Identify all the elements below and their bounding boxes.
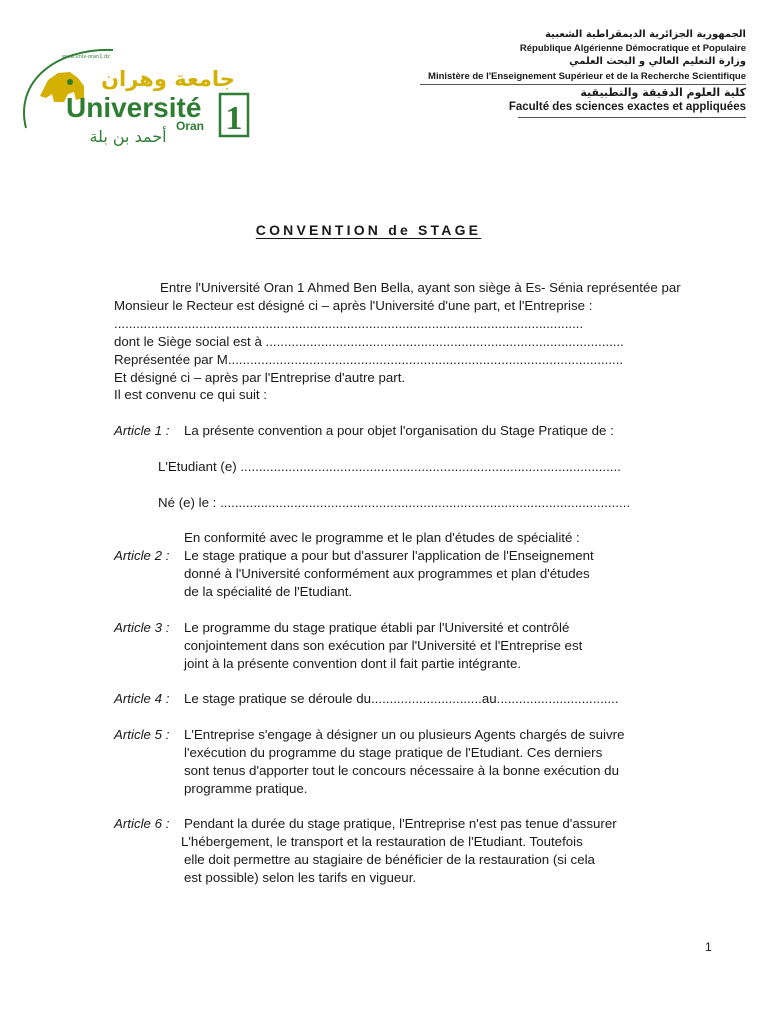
article-3-line: conjointement dans son exécution par l'Université et l'Entreprise est [184,638,583,653]
article-6-label: Article 6 : [114,816,170,831]
article-6-line: Pendant la durée du stage pratique, l'Entreprise n'est pas tenue d'assurer [184,816,617,831]
article-2-label: Article 2 : [114,548,170,563]
faculty-arabic: كلية العلوم الدقيقة والتطبيقية [580,86,746,99]
logo-graphic [18,40,258,150]
company-representative-line: Représentée par M........................................................................................................... [114,352,624,367]
article-6-line: elle doit permettre au stagiaire de bénéficier de la restauration (si cela [184,852,595,867]
article-1-label: Article 1 : [114,423,170,438]
company-address-line: dont le Siège social est à ................................................................................................. [114,334,624,349]
company-name-blank: ............................................................................................................................... [114,316,584,331]
article-6-line: est possible) selon les tarifs en vigueur. [184,870,417,885]
republic-french: République Algérienne Démocratique et Populaire [519,43,746,54]
article-2-line: Le stage pratique a pour but d'assurer l'application de l'Enseignement [184,548,594,563]
article-5-line: programme pratique. [184,781,308,796]
article-1-text: La présente convention a pour objet l'organisation du Stage Pratique de : [184,423,614,438]
article-4-label: Article 4 : [114,691,170,706]
republic-arabic: الجمهورية الجزائرية الديمقراطية الشعبية [545,29,746,40]
intro-line: Monsieur le Recteur est désigné ci – après l'Université d'une part, et l'Entreprise : [114,298,593,313]
article-3-line: joint à la présente convention dont il fait partie intégrante. [184,656,522,671]
faculty-underline [518,117,746,118]
article-2-line: donné à l'Université conformément aux programmes et plan d'études [184,566,590,581]
document-title: CONVENTION de STAGE [255,222,482,238]
logo-city: Oran [176,119,205,133]
intro-line: Et désigné ci – après par l'Entreprise d'autre part. [114,370,406,385]
logo-arabic-founder: أحمد بن بلة [89,127,167,146]
faculty-french: Faculté des sciences exactes et appliquées [508,101,746,113]
student-name-line: L'Etudiant (e) ....................................................................................................... [158,459,621,474]
article-2-preamble: En conformité avec le programme et le plan d'études de spécialité : [184,530,580,545]
ministry-french: Ministère de l'Enseignement Supérieur et de la Recherche Scientifique [428,71,746,82]
article-4-text: Le stage pratique se déroule du..............................au................................. [184,691,619,706]
article-5-line: L'Entreprise s'engage à désigner un ou plusieurs Agents chargés de suivre [184,727,625,742]
intro-line: Il est convenu ce qui suit : [114,387,267,402]
article-5-line: sont tenus d'apporter tout le concours nécessaire à la bonne exécution du [184,763,619,778]
article-5-line: l'exécution du programme du stage pratique de l'Etudiant. Ces derniers [184,745,603,760]
intro-line: Entre l'Université Oran 1 Ahmed Ben Bella, ayant son siège à Es- Sénia représentée par [160,280,681,295]
logo-university: Université [66,92,202,123]
page-number: 1 [705,940,712,954]
university-logo [18,40,258,150]
article-6-line: L'hébergement, le transport et la restauration de l'Etudiant. Toutefois [181,834,583,849]
article-3-line: Le programme du stage pratique établi par l'Université et contrôlé [184,620,570,635]
article-2-line: de la spécialité de l'Etudiant. [184,584,353,599]
logo-arabic-name: جامعة وهران [101,67,235,91]
logo-number: 1 [225,100,243,137]
birth-date-line: Né (e) le : ............................................................................................................... [158,495,631,510]
logo-website: www.univ-oran1.dz [62,54,110,60]
ministry-arabic: وزارة التعليم العالي و البحث العلمي [569,56,746,67]
article-3-label: Article 3 : [114,620,170,635]
article-5-label: Article 5 : [114,727,170,742]
header-divider [420,84,746,85]
